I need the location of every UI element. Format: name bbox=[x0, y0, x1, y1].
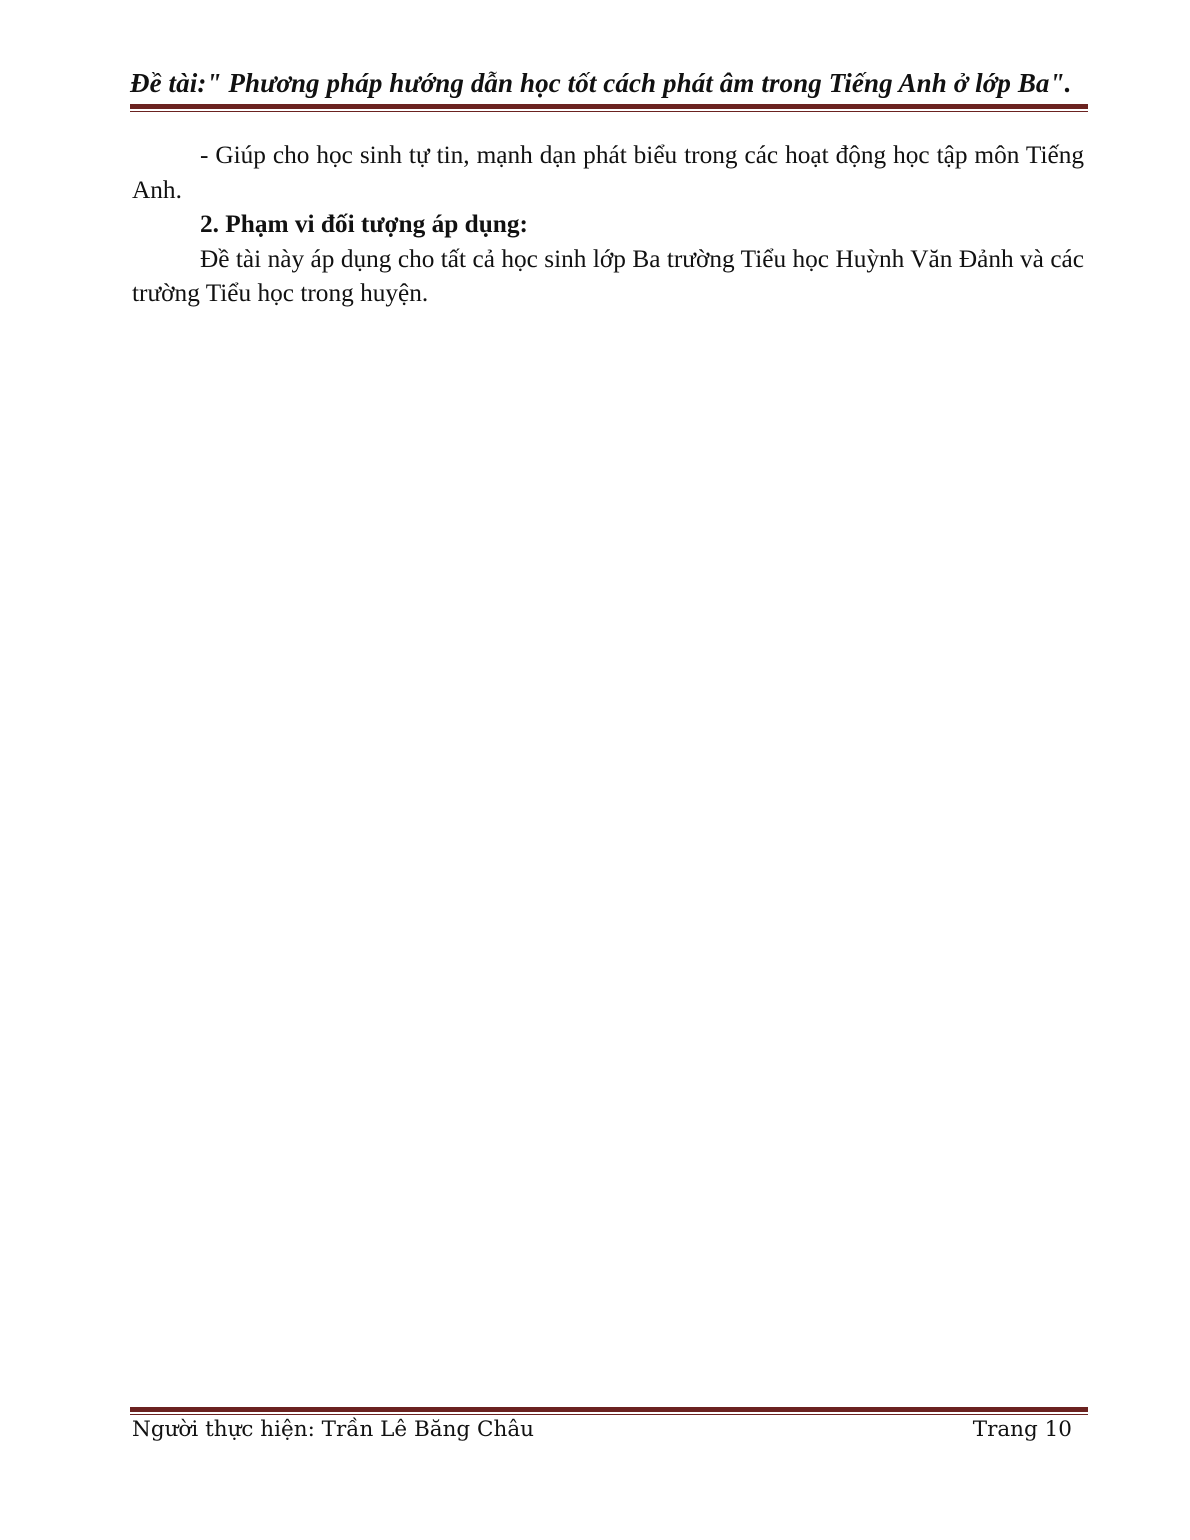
footer-author: Người thực hiện: Trần Lê Băng Châu bbox=[132, 1417, 534, 1442]
page-footer bbox=[132, 1417, 1072, 1442]
header-divider bbox=[130, 104, 1088, 112]
body-paragraph-scope: Đề tài này áp dụng cho tất cả học sinh lớp Ba trường Tiểu học Huỳnh Văn Đảnh và các trường Tiểu học trong huyện. bbox=[132, 244, 1084, 307]
body-paragraph-goal: - Giúp cho học sinh tự tin, mạnh dạn phát biểu trong các hoạt động học tập môn Tiếng Anh. bbox=[132, 141, 1084, 204]
footer-page-number: Trang 10 bbox=[972, 1417, 1072, 1442]
page-header-title: Đề tài:" Phương pháp hướng dẫn học tốt cách phát âm trong Tiếng Anh ở lớp Ba". bbox=[130, 68, 1072, 98]
section-heading-scope: 2. Phạm vi đối tượng áp dụng: bbox=[200, 210, 528, 238]
document-body bbox=[132, 138, 1084, 311]
footer-divider bbox=[130, 1407, 1088, 1415]
